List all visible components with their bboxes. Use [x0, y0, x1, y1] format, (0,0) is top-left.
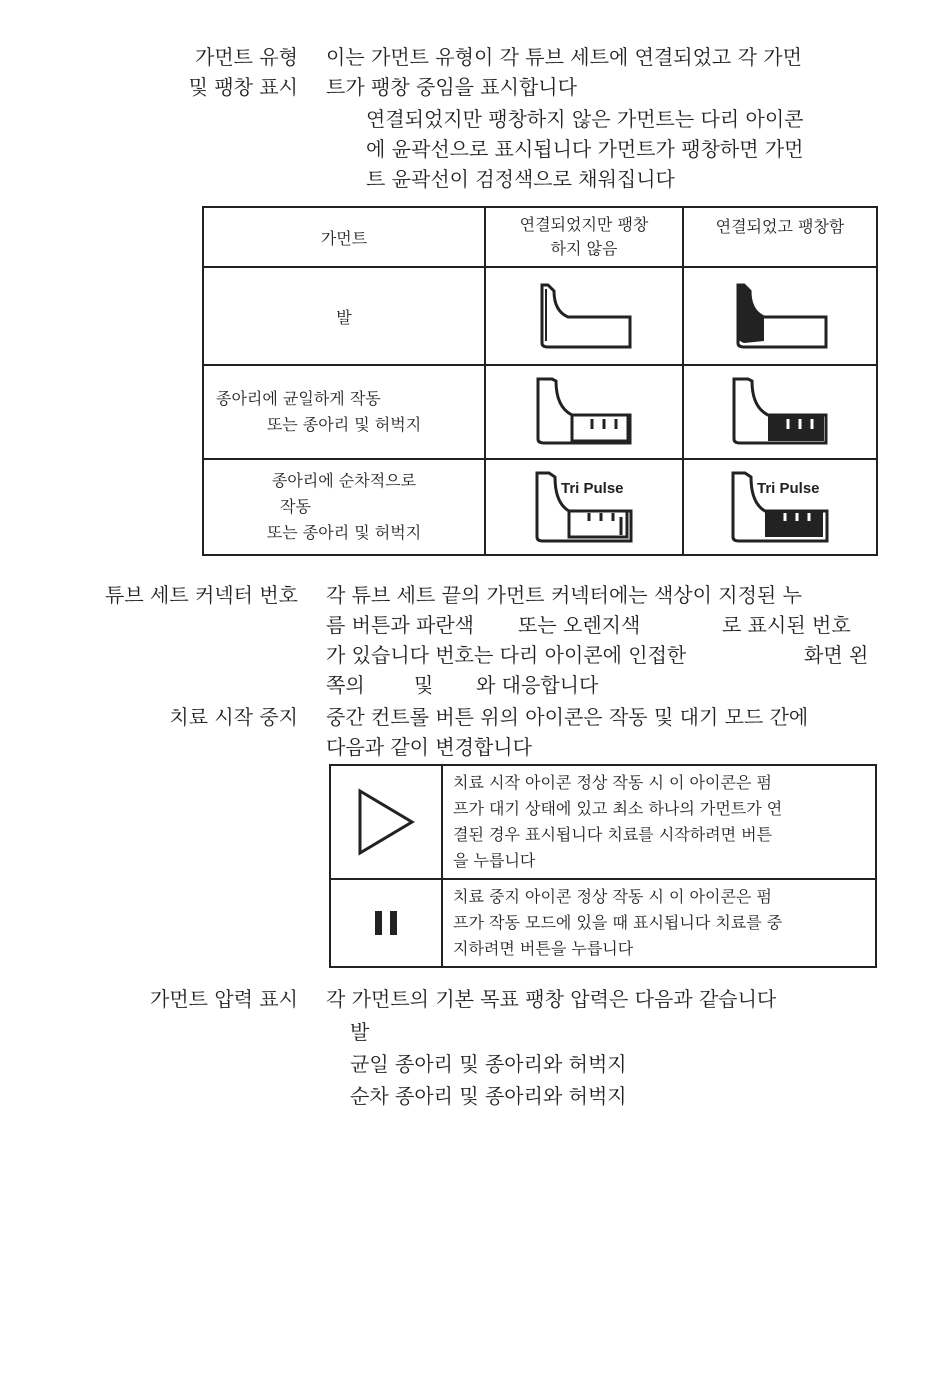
- list-item: 순차 종아리 및 종아리와 허벅지: [350, 1084, 627, 1108]
- text-line: 중간 컨트롤 버튼 위의 아이콘은 작동 및 대기 모드 간에: [326, 705, 809, 729]
- pressure-label: 가먼트 압력 표시: [150, 987, 298, 1011]
- play-icon: [354, 787, 418, 857]
- header-garment-text: 가먼트: [320, 228, 368, 248]
- foot-outline-icon: [534, 281, 634, 351]
- connector-text: [326, 580, 869, 700]
- pause-description: [442, 879, 876, 967]
- text-line: 을 누릅니다: [453, 851, 536, 870]
- text-segment: 로 표시된 번호: [722, 613, 851, 637]
- play-icon-cell: [330, 765, 442, 879]
- row-label-text: 종아리에 순차적으로: [271, 471, 417, 490]
- tripulse-filled-icon: [725, 469, 835, 545]
- text-line: 트 윤곽선이 검정색으로 채워집니다: [366, 167, 675, 191]
- pressure-text: [326, 984, 776, 1014]
- header-text: 연결되었고 팽창함: [715, 217, 845, 236]
- foot-filled-icon: [730, 281, 830, 351]
- row-label-text: 또는 종아리 및 허벅지: [266, 523, 422, 542]
- tripulse-outline-icon-cell: [485, 459, 683, 555]
- therapy-icon-table: [329, 764, 877, 968]
- text-line: 연결되었지만 팽창하지 않은 가먼트는 다리 아이콘: [366, 107, 804, 131]
- text-line: [326, 610, 851, 640]
- text-line: 결된 경우 표시됩니다 치료를 시작하려면 버튼: [453, 825, 773, 844]
- garment-type-subtext: [366, 104, 804, 194]
- header-connected-inflated: [683, 207, 877, 267]
- garment-type-text: [326, 42, 802, 102]
- text-segment: 화면 왼: [804, 643, 869, 667]
- text-line: 프가 작동 모드에 있을 때 표시됩니다 치료를 중: [453, 913, 783, 932]
- row-calf-uniform-label: [203, 365, 485, 459]
- text-line: 이는 가먼트 유형이 각 튜브 세트에 연결되었고 각 가먼: [326, 45, 802, 69]
- row-label-text: 또는 종아리 및 허벅지: [266, 415, 422, 434]
- row-calf-sequential-label: [203, 459, 485, 555]
- text-line: 각 가먼트의 기본 목표 팽창 압력은 다음과 같습니다: [326, 987, 777, 1011]
- text-segment: 와 대응합니다: [476, 673, 599, 697]
- text-segment: 름 버튼과 파란색: [326, 613, 474, 637]
- tri-pulse-text: Tri Pulse: [757, 480, 820, 497]
- text-line: 치료 중지 아이콘 정상 작동 시 이 아이콘은 펌: [453, 887, 772, 906]
- text-line: 프가 대기 상태에 있고 최소 하나의 가먼트가 연: [453, 799, 783, 818]
- text-segment: 및: [414, 673, 434, 697]
- row-label-text: 작동: [280, 497, 311, 516]
- text-segment: 가 있습니다 번호는 다리 아이콘에 인접한: [326, 643, 687, 667]
- row-label-text: 발: [336, 307, 352, 327]
- tri-pulse-text: Tri Pulse: [561, 480, 624, 497]
- text-segment: 또는 오렌지색: [518, 613, 641, 637]
- header-text: 하지 않음: [550, 239, 618, 258]
- header-garment: [203, 207, 485, 267]
- text-line: [326, 670, 802, 700]
- header-connected-not-inflated: [485, 207, 683, 267]
- tripulse-filled-icon-cell: [683, 459, 877, 555]
- calf-filled-icon: [728, 377, 832, 447]
- connector-label: 튜브 세트 커넥터 번호: [105, 583, 298, 607]
- text-line: 각 튜브 세트 끝의 가먼트 커넥터에는 색상이 지정된 누: [326, 583, 802, 607]
- garment-type-label-line1: 가먼트 유형: [195, 45, 298, 69]
- garment-type-label-line2: 및 팽창 표시: [188, 75, 298, 99]
- pause-icon: [371, 908, 401, 938]
- calf-outline-icon-cell: [485, 365, 683, 459]
- text-line: 치료 시작 아이콘 정상 작동 시 이 아이콘은 펌: [453, 773, 772, 792]
- therapy-text: [326, 702, 808, 762]
- text-line: [326, 640, 869, 670]
- pause-icon-cell: [330, 879, 442, 967]
- text-line: 지하려면 버튼을 누릅니다: [453, 939, 634, 958]
- text-segment: 쪽의: [326, 673, 365, 697]
- garment-type-label: [189, 42, 298, 102]
- header-text: 연결되었지만 팽창: [519, 215, 649, 234]
- calf-outline-icon: [532, 377, 636, 447]
- list-item: 균일 종아리 및 종아리와 허벅지: [350, 1052, 627, 1076]
- row-label-text: 종아리에 균일하게 작동: [216, 389, 381, 408]
- garment-table: [202, 206, 878, 556]
- foot-filled-icon-cell: [683, 267, 877, 365]
- pressure-list: [350, 1016, 627, 1112]
- text-line: 에 윤곽선으로 표시됩니다 가먼트가 팽창하면 가먼: [366, 137, 804, 161]
- text-line: 다음과 같이 변경합니다: [326, 735, 532, 759]
- list-item: 발: [350, 1020, 370, 1044]
- row-foot-label: [203, 267, 485, 365]
- therapy-label: 치료 시작 중지: [169, 705, 298, 729]
- text-line: 트가 팽창 중임을 표시합니다: [326, 75, 577, 99]
- start-description: [442, 765, 876, 879]
- foot-outline-icon-cell: [485, 267, 683, 365]
- tripulse-outline-icon: [529, 469, 639, 545]
- calf-filled-icon-cell: [683, 365, 877, 459]
